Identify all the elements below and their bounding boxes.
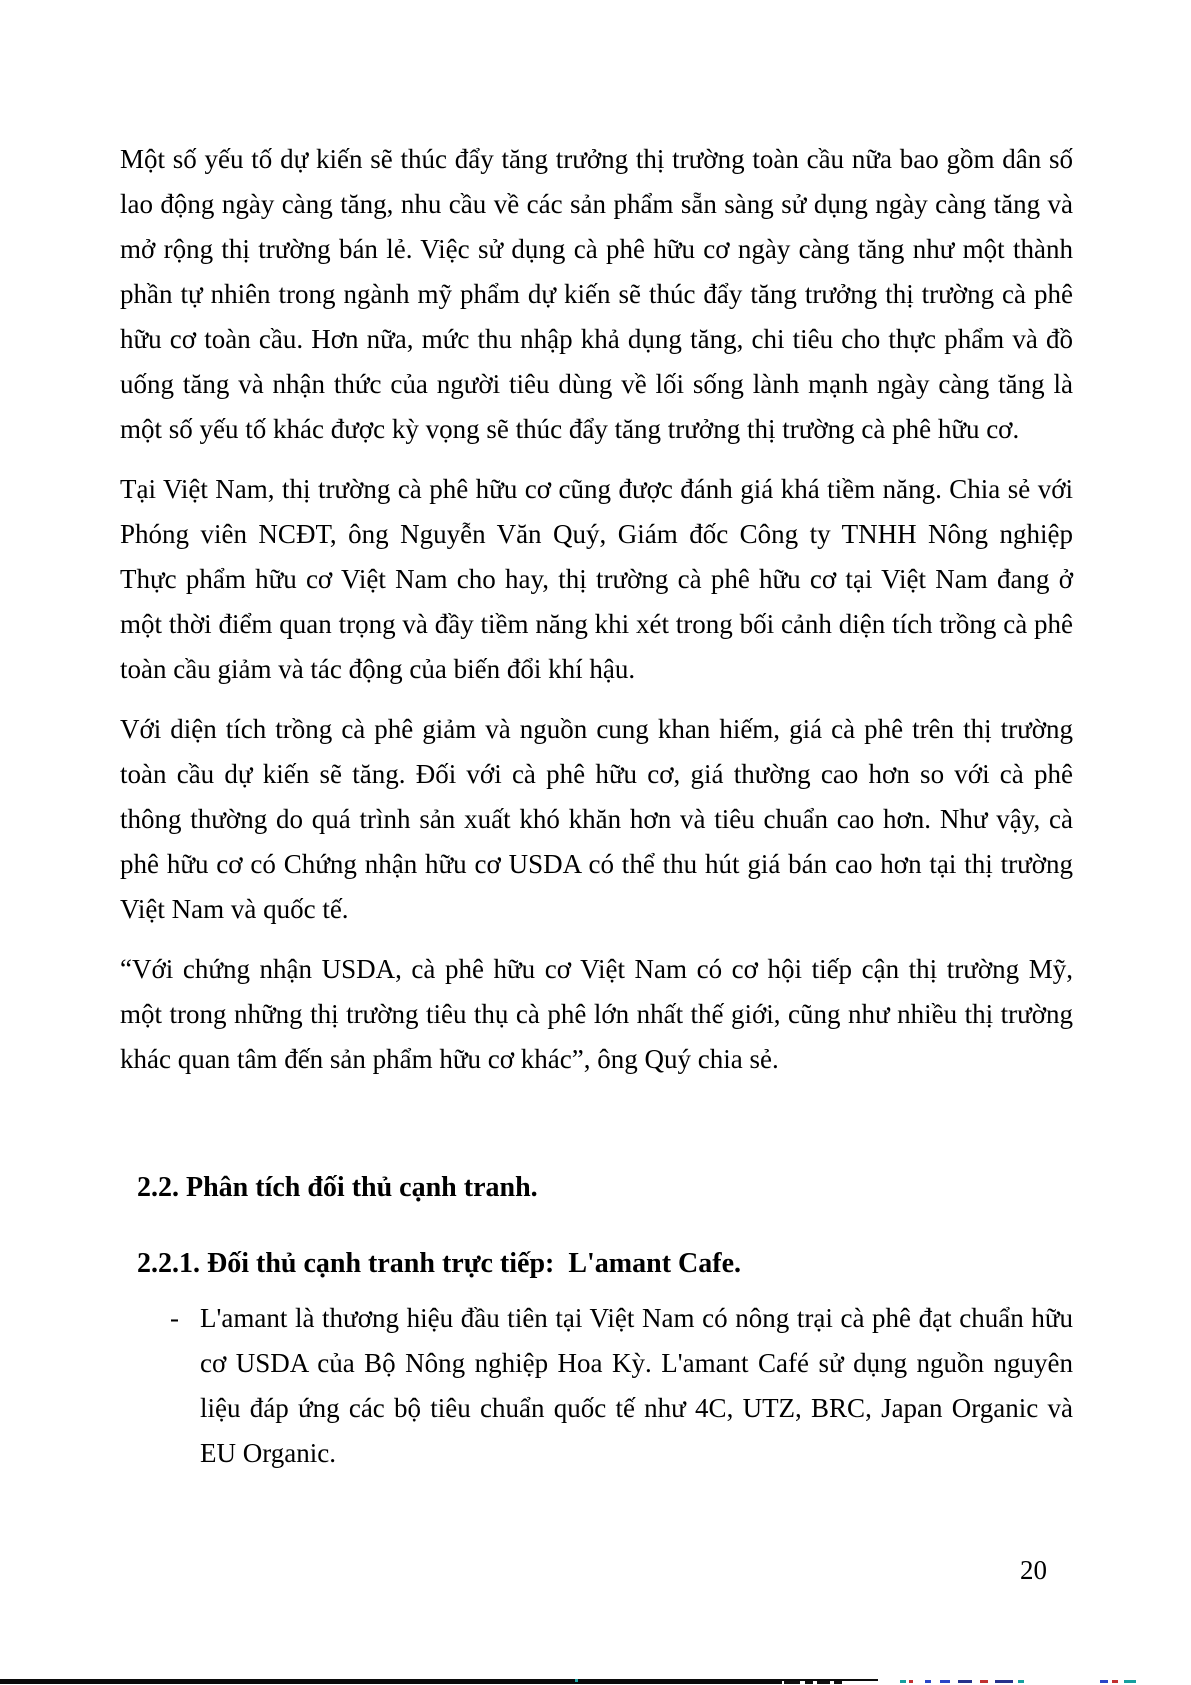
edge-color-fragment [900, 1680, 906, 1683]
edge-color-fragment [1100, 1680, 1108, 1683]
edge-color-fragment [980, 1680, 988, 1683]
edge-color-fragment [925, 1680, 931, 1683]
paragraph-price-outlook: Với diện tích trồng cà phê giảm và nguồn cung khan hiếm, giá cà phê trên thị trường toàn cầu dự kiến sẽ tăng. Đối với cà phê hữu cơ, giá thường cao hơn so với cà phê thông thường do quá trình sản xuất khó khăn hơn và tiêu chuẩn cao hơn. Như vậy, cà phê hữu cơ có Chứng nhận hữu cơ USDA có thể thu hút giá bán cao hơn tại thị trường Việt Nam và quốc tế. [120, 714, 1073, 924]
section-heading: 2.2. Phân tích đối thủ cạnh tranh. [137, 1172, 538, 1203]
edge-color-fragment [958, 1680, 972, 1683]
edge-color-fragment [940, 1680, 950, 1683]
edge-color-fragment [909, 1680, 913, 1683]
bullet-marker: - [170, 1303, 179, 1333]
edge-black-fragment [784, 1681, 800, 1684]
edge-color-fragment [1018, 1680, 1024, 1683]
subsection-heading: 2.2.1. Đối thủ cạnh tranh trực tiếp: L'amant Cafe. [137, 1248, 741, 1279]
edge-black-fragment [817, 1681, 830, 1684]
bullet-text: L'amant là thương hiệu đầu tiên tại Việt Nam có nông trại cà phê đạt chuẩn hữu cơ USDA của Bộ Nông nghiệp Hoa Kỳ. L'amant Café sử dụng nguồn nguyên liệu đáp ứng các bộ tiêu chuẩn quốc tế như 4C, UTZ, BRC, Japan Organic và EU Organic. [200, 1303, 1073, 1468]
paragraph-vietnam-market-potential: Tại Việt Nam, thị trường cà phê hữu cơ cũng được đánh giá khá tiềm năng. Chia sẻ với Phóng viên NCĐT, ông Nguyễn Văn Quý, Giám đốc Công ty TNHH Nông nghiệp Thực phẩm hữu cơ Việt Nam cho hay, thị trường cà phê hữu cơ tại Việt Nam đang ở một thời điểm quan trọng và đầy tiềm năng khi xét trong bối cảnh diện tích trồng cà phê toàn cầu giảm và tác động của biến đổi khí hậu. [120, 474, 1073, 684]
edge-dark-bar [0, 1679, 782, 1684]
edge-black-fragment [834, 1681, 842, 1684]
paragraph-market-growth-factors: Một số yếu tố dự kiến sẽ thúc đẩy tăng trưởng thị trường toàn cầu nữa bao gồm dân số lao động ngày càng tăng, nhu cầu về các sản phẩm sẵn sàng sử dụng ngày càng tăng và mở rộng thị trường bán lẻ. Việc sử dụng cà phê hữu cơ ngày càng tăng như một thành phần tự nhiên trong ngành mỹ phẩm dự kiến sẽ thúc đẩy tăng trưởng thị trường cà phê hữu cơ toàn cầu. Hơn nữa, mức thu nhập khả dụng tăng, chi tiêu cho thực phẩm và đồ uống tăng và nhận thức của người tiêu dùng về lối sống lành mạnh ngày càng tăng là một số yếu tố khác được kỳ vọng sẽ thúc đẩy tăng trưởng thị trường cà phê hữu cơ. [120, 144, 1073, 444]
edge-color-fragment [1112, 1680, 1118, 1683]
list-item [120, 1296, 1073, 1476]
page-content [120, 0, 1073, 1476]
page-number: 20 [1020, 1555, 1047, 1585]
edge-color-fragment [1124, 1680, 1136, 1683]
paragraph-usda-quote: “Với chứng nhận USDA, cà phê hữu cơ Việt Nam có cơ hội tiếp cận thị trường Mỹ, một trong những thị trường tiêu thụ cà phê lớn nhất thế giới, cũng như nhiều thị trường khác quan tâm đến sản phẩm hữu cơ khác”, ông Quý chia sẻ. [120, 954, 1073, 1074]
edge-color-fragment [995, 1680, 1013, 1683]
next-page-edge [0, 1678, 1191, 1685]
edge-black-fragment [805, 1681, 813, 1684]
edge-teal-speck [575, 1679, 578, 1682]
